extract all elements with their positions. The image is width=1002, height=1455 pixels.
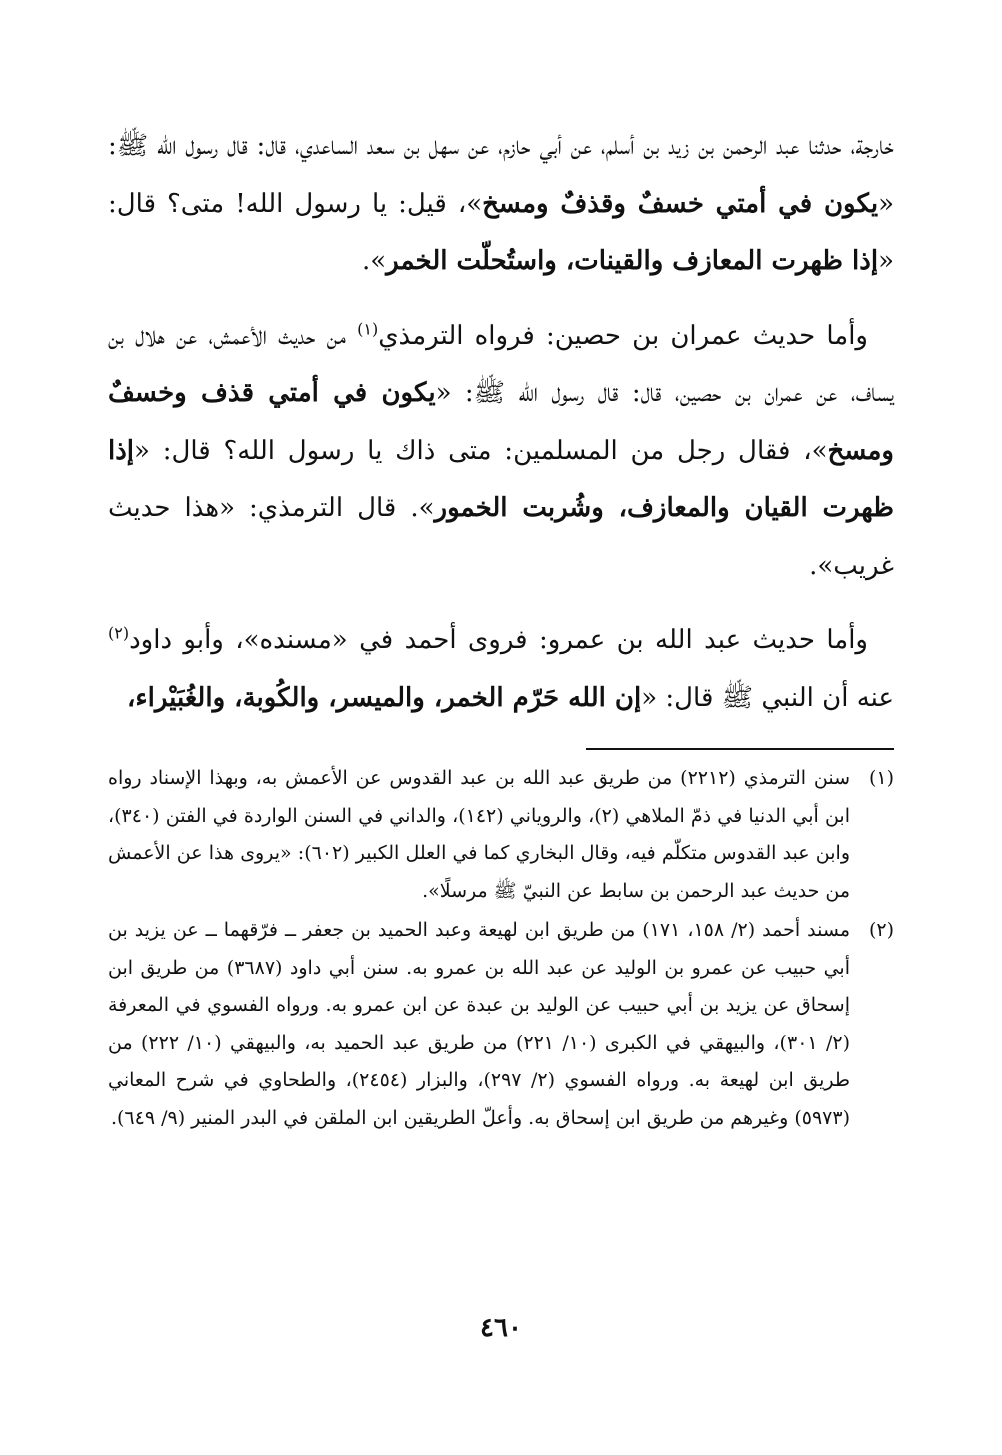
footnote-number: (٢)	[868, 919, 894, 941]
body-paragraph	[108, 308, 894, 596]
page-body	[108, 118, 894, 1129]
footnote-number: (١)	[868, 767, 894, 789]
footnotes	[108, 760, 894, 1137]
body-text: »، قيل: يا رسول الله! متى؟ قال: «	[108, 188, 894, 276]
body-text: خارجة، حدثنا عبد الرحمن بن زيد بن أسلم، عن أبي حازم، عن سهل بن سعد الساعدي، قال: قال رسول الله ﷺ: «	[108, 131, 894, 219]
hadith-quote: يكون في أمتي خسفٌ وقذفٌ ومسخ	[482, 188, 879, 219]
body-text: »، فقال رجل من المسلمين: متى ذاك يا رسول الله؟ قال: «	[134, 435, 828, 466]
page-number: ٤٦٠	[480, 1313, 522, 1343]
footnote-text: مسند أحمد (٢/ ١٥٨، ١٧١) من طريق ابن لهيعة وعبد الحميد بن جعفر ــ فرّقهما ــ عن يزيد بن أبي حبيب عن عمرو بن الوليد عن عبد الله بن عمرو به. سنن أبي داود (٣٦٨٧) من طريق ابن إسحاق عن يزيد بن أبي حبيب عن الوليد بن عبدة عن ابن عمرو به. ورواه الفسوي في المعرفة (٢/ ٣٠١)، والبيهقي في الكبرى (١٠/ ٢٢١) من طريق عبد الحميد به، والبيهقي (١٠/ ٢٢٢) من طريق ابن لهيعة به. ورواه الفسوي (٢/ ٢٩٧)، والبزار (٢٤٥٤)، والطحاوي في شرح المعاني (٥٩٧٣) وغيرهم من طريق ابن إسحاق به. وأعلّ الطريقين ابن الملقن في البدر المنير (٩/ ٦٤٩).	[108, 919, 850, 1129]
body-text: وأما حديث عمران بن حصين: فرواه الترمذي	[378, 320, 868, 351]
body-text: ».	[362, 246, 387, 276]
body-text: ». قال الترمذي: «هذا حديث غريب».	[108, 493, 894, 581]
footnote-divider	[586, 748, 894, 750]
footnote-text: سنن الترمذي (٢٢١٢) من طريق عبد الله بن عبد القدوس عن الأعمش به، وبهذا الإسناد رواه ابن أبي الدنيا في ذمّ الملاهي (٢)، والروياني (١٤٢)، والداني في السنن الواردة في الفتن (٣٤٠)، وابن عبد القدوس متكلّم فيه، وقال البخاري كما في العلل الكبير (٦٠٢): «يروى هذا عن الأعمش من حديث عبد الرحمن بن سابط عن النبيّ ﷺ مرسلًا».	[108, 767, 851, 902]
footnote-reference: (١)	[357, 318, 379, 338]
hadith-quote: إذا ظهرت القيان والمعازف، وشُربت الخمور	[108, 435, 894, 523]
body-text: عنه أن النبي ﷺ قال: «	[641, 682, 894, 713]
hadith-quote: إن الله حَرّم الخمر، والميسر، والكُوبة، والغُبَيْراء،	[127, 682, 642, 713]
hadith-quote: إذا ظهرت المعازف والقينات، واستُحلّت الخمر	[386, 246, 879, 276]
body-paragraph	[108, 118, 894, 291]
body-paragraph	[108, 612, 894, 727]
hadith-quote: يكون في أمتي قذف وخسفٌ ومسخ	[108, 378, 894, 466]
footnote	[108, 760, 894, 910]
body-text: من حديث الأعمش، عن هلال بن يساف، عن عمران بن حصين، قال: قال رسول الله ﷺ: «	[108, 320, 894, 408]
main-text	[108, 118, 894, 727]
body-text: وأما حديث عبد الله بن عمرو: فروى أحمد في «مسنده»، وأبو داود	[129, 625, 868, 655]
footnote-reference: (٢)	[108, 623, 130, 643]
footnote	[108, 912, 894, 1137]
